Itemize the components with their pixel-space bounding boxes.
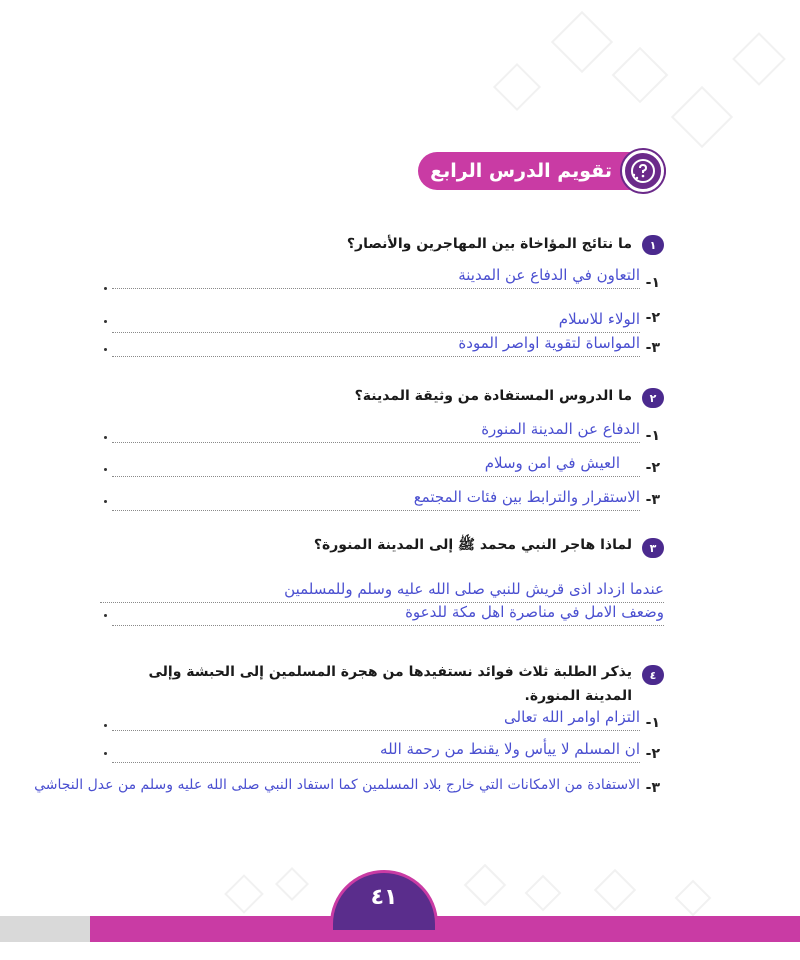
line-end-dot	[104, 348, 107, 351]
line-end-dot	[104, 724, 107, 727]
answer-number: ٣-	[645, 780, 660, 796]
answer-line[interactable]: التزام اوامر الله تعالى	[112, 706, 640, 731]
decor-square	[594, 869, 636, 911]
answer-number: ٣-	[645, 492, 660, 508]
answer-line[interactable]: عندما ازداد اذى قريش للنبي صلى الله عليه وسلم وللمسلمين	[100, 578, 664, 603]
answer-number: ٣-	[645, 340, 660, 356]
question-text: ما نتائج المؤاخاة بين المهاجرين والأنصار؟	[346, 236, 632, 252]
answer-line[interactable]: التعاون في الدفاع عن المدينة	[112, 264, 640, 289]
line-end-dot	[104, 614, 107, 617]
line-end-dot	[104, 752, 107, 755]
question-text: يذكر الطلبة ثلاث فوائد نستفيدها من هجرة المسلمين إلى الحبشة وإلى المدينة المنورة.	[148, 664, 632, 704]
answer-number: ٢-	[645, 310, 660, 326]
question-number-badge: ١	[642, 235, 664, 255]
answer-line[interactable]: ان المسلم لا ييأس ولا يقنط من رحمة الله	[112, 738, 640, 763]
answer-line[interactable]: العيش في امن وسلام	[112, 452, 640, 477]
question-bubble-icon	[622, 150, 664, 192]
title-text: تقويم الدرس الرابع	[430, 160, 612, 182]
answer-number: ١-	[645, 275, 660, 291]
page-number: ٤١	[330, 870, 438, 930]
decor-square	[464, 864, 506, 906]
question-text: لماذا هاجر النبي محمد ﷺ إلى المدينة المنورة؟	[313, 537, 632, 553]
answer-line[interactable]: الاستفادة من الامكانات التي خارج بلاد المسلمين كما استفاد النبي صلى الله عليه وسلم من عدل النجاشي	[34, 777, 640, 793]
decor-square	[612, 47, 669, 104]
answer-line[interactable]: الاستقرار والترابط بين فئات المجتمع	[112, 486, 640, 511]
answer-number: ١-	[645, 428, 660, 444]
line-end-dot	[104, 500, 107, 503]
answer-line[interactable]: الولاء للاسلام	[112, 308, 640, 333]
decor-square	[275, 867, 309, 901]
decor-square	[675, 880, 712, 917]
line-end-dot	[104, 468, 107, 471]
decor-square	[671, 86, 733, 148]
answer-number: ٢-	[645, 746, 660, 762]
answer-number: ١-	[645, 715, 660, 731]
line-end-dot	[104, 320, 107, 323]
answer-line[interactable]: المواساة لتقوية اواصر المودة	[112, 332, 640, 357]
decor-square	[493, 63, 541, 111]
question-text: ما الدروس المستفادة من وثيقة المدينة؟	[354, 388, 632, 404]
question-number-badge: ٤	[642, 665, 664, 685]
decor-square	[224, 874, 264, 914]
question-number-badge: ٢	[642, 388, 664, 408]
answer-line[interactable]: الدفاع عن المدينة المنورة	[112, 418, 640, 443]
line-end-dot	[104, 287, 107, 290]
footer-left-strip	[0, 916, 90, 942]
decor-square	[525, 875, 562, 912]
question-number-badge: ٣	[642, 538, 664, 558]
answer-line[interactable]: وضعف الامل في مناصرة اهل مكة للدعوة	[112, 601, 664, 626]
line-end-dot	[104, 436, 107, 439]
decor-square	[551, 11, 613, 73]
answer-number: ٢-	[645, 460, 660, 476]
decor-square	[732, 32, 786, 86]
